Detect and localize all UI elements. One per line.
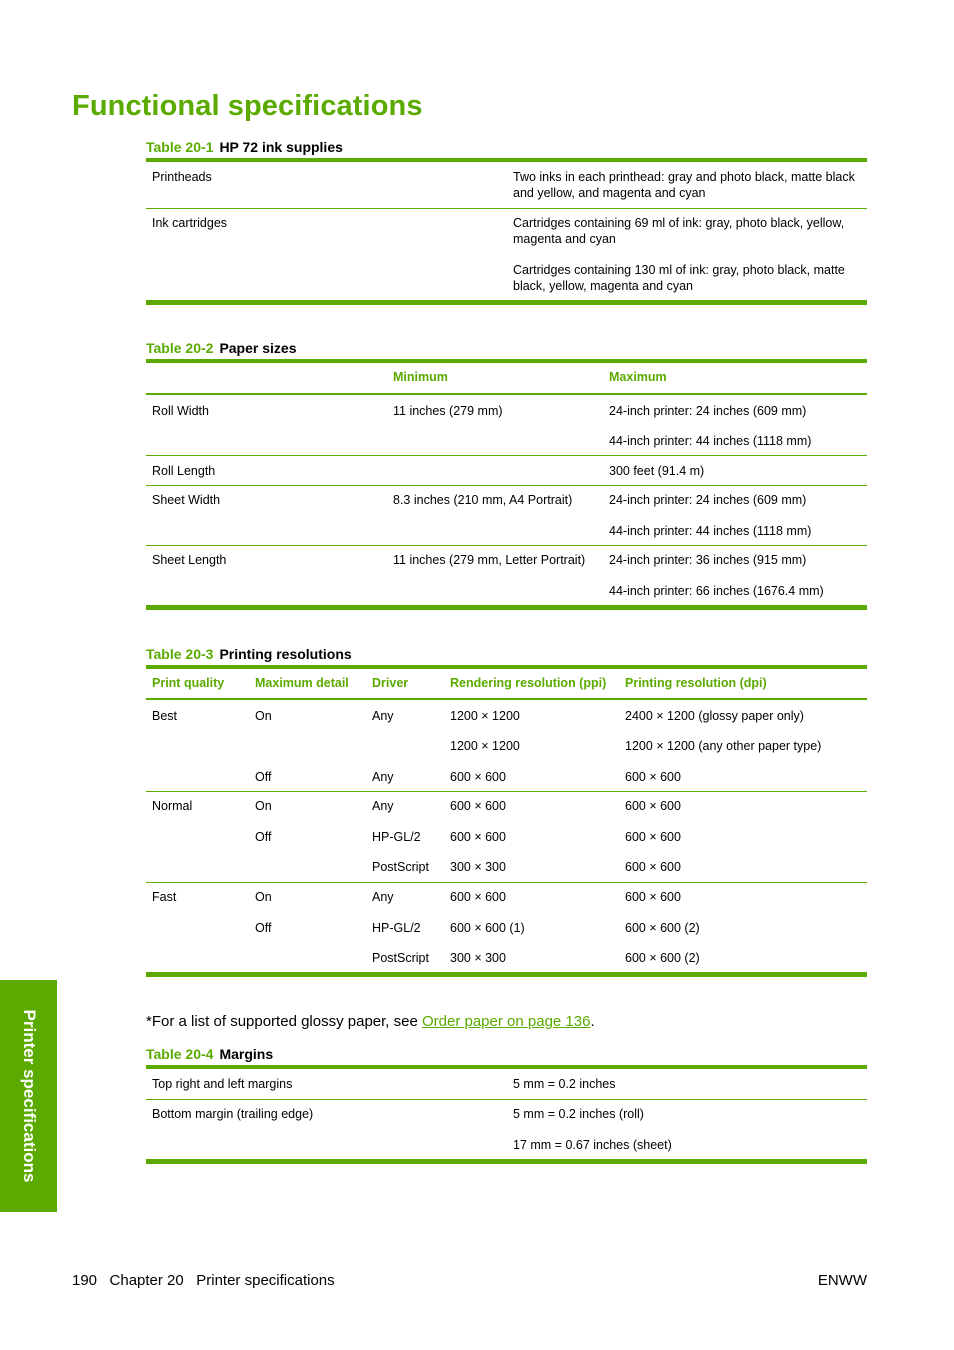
table-cell: Any (372, 799, 394, 813)
table-cell: On (255, 709, 272, 723)
column-header: Printing resolution (dpi) (625, 676, 767, 690)
row-divider (146, 882, 867, 883)
table-cell: 600 × 600 (2) (625, 921, 700, 935)
table-cell: HP-GL/2 (372, 921, 421, 935)
table-cell: 24-inch printer: 24 inches (609 mm) (609, 493, 807, 507)
column-header: Driver (372, 676, 409, 690)
table-cell: Off (255, 830, 272, 844)
table-cell: black, yellow, magenta and cyan (513, 279, 693, 293)
table-cell: 8.3 inches (210 mm, A4 Portrait) (393, 493, 573, 507)
order-paper-link[interactable]: Order paper on page 136 (421, 1013, 591, 1030)
table-cell: magenta and cyan (513, 232, 616, 246)
table-cell: 600 × 600 (625, 830, 681, 844)
chapter-side-tab (0, 980, 57, 1212)
table-cell: 24-inch printer: 24 inches (609 mm) (609, 404, 807, 418)
table-cell: 300 × 300 (450, 860, 506, 874)
table-caption (146, 139, 343, 155)
table-title: Paper sizes (219, 340, 297, 356)
table-cell: Two inks in each printhead: gray and photo black, matte black (513, 170, 855, 184)
table-caption (146, 1046, 273, 1062)
table-cell: Roll Width (152, 404, 209, 418)
table-cell: 300 feet (91.4 m) (609, 464, 705, 478)
table-cell: 1200 × 1200 (any other paper type) (625, 739, 822, 753)
table-cell: Off (255, 770, 272, 784)
table-cell: 600 × 600 (625, 860, 681, 874)
table-cell: 11 inches (279 mm) (393, 404, 503, 418)
table-number: Table 20-4 (146, 1046, 214, 1062)
table-cell: 17 mm = 0.67 inches (sheet) (513, 1138, 672, 1152)
table-cell: Any (372, 770, 394, 784)
table-title: Margins (219, 1046, 274, 1062)
table-top-rule (146, 665, 867, 669)
table-caption (146, 646, 352, 662)
table-cell: 44-inch printer: 44 inches (1118 mm) (609, 434, 812, 448)
note-text: *For a list of supported glossy paper, see (146, 1013, 422, 1030)
column-header: Print quality (152, 676, 225, 690)
table-number: Table 20-1 (146, 139, 214, 155)
page-title: Functional specifications (72, 90, 423, 122)
table-number: Table 20-3 (146, 646, 214, 662)
table-top-rule (146, 1065, 867, 1069)
table-bottom-rule (146, 300, 867, 305)
table-cell: 600 × 600 (1) (450, 921, 525, 935)
table-top-rule (146, 158, 867, 162)
table-cell: 44-inch printer: 66 inches (1676.4 mm) (609, 584, 824, 598)
table-cell: 600 × 600 (2) (625, 951, 700, 965)
footer-page-info: 190 Chapter 20 Printer specifications (72, 1272, 335, 1289)
table-cell: 600 × 600 (625, 799, 681, 813)
row-divider (146, 455, 867, 456)
table-cell: Cartridges containing 130 ml of ink: gray, photo black, matte (513, 263, 845, 277)
table-cell: 600 × 600 (450, 770, 506, 784)
header-rule (146, 393, 867, 395)
table-cell: HP-GL/2 (372, 830, 421, 844)
table-cell: 5 mm = 0.2 inches (roll) (513, 1107, 644, 1121)
table-cell: 5 mm = 0.2 inches (513, 1077, 616, 1091)
table-cell: 600 × 600 (450, 890, 506, 904)
table-cell: and yellow, and magenta and cyan (513, 186, 706, 200)
table-cell: 600 × 600 (450, 830, 506, 844)
table-cell: 44-inch printer: 44 inches (1118 mm) (609, 524, 812, 538)
table-cell: 2400 × 1200 (glossy paper only) (625, 709, 804, 723)
row-divider (146, 1099, 867, 1100)
table-cell: Best (152, 709, 178, 723)
header-rule (146, 698, 867, 700)
table-cell: Ink cartridges (152, 216, 228, 230)
table-bottom-rule (146, 605, 867, 610)
table-cell: On (255, 799, 272, 813)
side-tab-label: Printer specifications (19, 1009, 39, 1183)
table-cell: On (255, 890, 272, 904)
table-cell: Printheads (152, 170, 212, 184)
row-divider (146, 208, 867, 209)
row-divider (146, 791, 867, 792)
table-cell: 600 × 600 (450, 799, 506, 813)
table-title: HP 72 ink supplies (219, 139, 343, 155)
table-cell: 1200 × 1200 (450, 709, 520, 723)
table-top-rule (146, 359, 867, 363)
table-cell: PostScript (372, 951, 429, 965)
table-cell: Normal (152, 799, 193, 813)
table-cell: 300 × 300 (450, 951, 506, 965)
table-cell: Any (372, 709, 394, 723)
table-cell: 600 × 600 (625, 770, 681, 784)
table-cell: 24-inch printer: 36 inches (915 mm) (609, 553, 807, 567)
table-title: Printing resolutions (219, 646, 352, 662)
table-cell: 1200 × 1200 (450, 739, 520, 753)
table-cell: Sheet Length (152, 553, 227, 567)
row-divider (146, 545, 867, 546)
table-bottom-rule (146, 1159, 867, 1164)
column-header: Rendering resolution (ppi) (450, 676, 607, 690)
table-cell: 600 × 600 (625, 890, 681, 904)
table-cell: Any (372, 890, 394, 904)
table-cell: Sheet Width (152, 493, 221, 507)
column-header: Minimum (393, 370, 448, 384)
table-cell: Fast (152, 890, 177, 904)
table-caption (146, 340, 297, 356)
column-header: Maximum (609, 370, 667, 384)
table-cell: 11 inches (279 mm, Letter Portrait) (393, 553, 586, 567)
table-number: Table 20-2 (146, 340, 214, 356)
column-header: Maximum detail (255, 676, 349, 690)
table-cell: Bottom margin (trailing edge) (152, 1107, 314, 1121)
table-cell: Top right and left margins (152, 1077, 293, 1091)
table-cell: Roll Length (152, 464, 216, 478)
glossy-paper-note (146, 1013, 595, 1030)
table-cell: Cartridges containing 69 ml of ink: gray, photo black, yellow, (513, 216, 845, 230)
footer-locale: ENWW (817, 1272, 867, 1289)
row-divider (146, 485, 867, 486)
table-cell: Off (255, 921, 272, 935)
note-suffix: . (590, 1013, 595, 1030)
table-bottom-rule (146, 972, 867, 977)
table-cell: PostScript (372, 860, 429, 874)
